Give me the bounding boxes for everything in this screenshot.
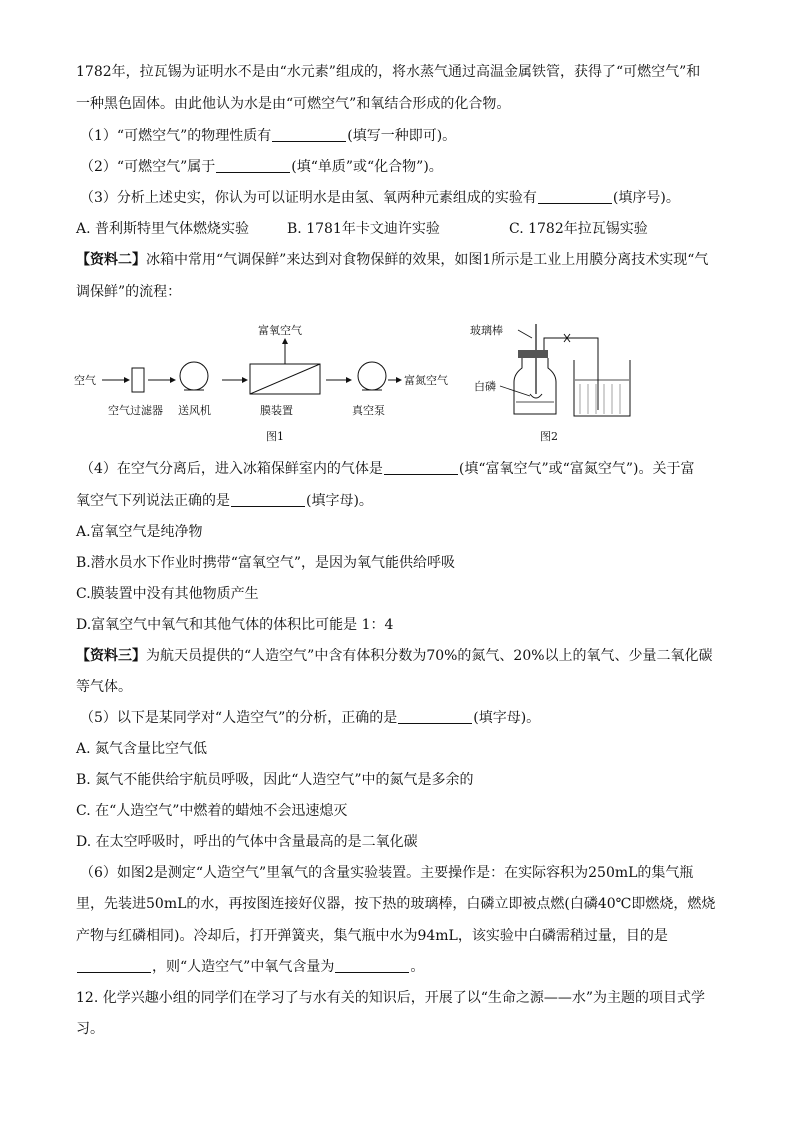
membrane-label: 膜装置 [260,404,293,417]
question-12-line-1: 12. 化学兴趣小组的同学们在学习了与水有关的知识后，开展了以“生命之源——水”为主题的项目式学 [76,990,706,1006]
question-1: （1）“可燃空气”的物理性质有 (填写一种即可)。 [80,128,457,144]
answer-blank[interactable] [216,158,290,173]
oxygen-rich-output-label: 富氧空气 [258,324,302,337]
question-12-line-2: 习。 [76,1021,104,1037]
gas-bottle-shape [514,358,556,414]
figure-2-caption: 图2 [540,430,558,443]
q5-option-a: A. 氮气含量比空气低 [76,741,208,757]
question-4-line-2: 氧空气下列说法正确的是 (填字母)。 [76,493,373,509]
white-phosphorus-label: 白磷 [474,380,496,393]
glass-rod-label: 玻璃棒 [470,324,503,337]
connecting-tube-shape [544,338,598,410]
answer-blank[interactable] [538,189,612,204]
q3-option-c: C. 1782年拉瓦锡实验 [509,221,648,237]
pump-shape [358,362,386,390]
air-input-label: 空气 [74,374,96,387]
nitrogen-rich-output-label: 富氮空气 [404,374,448,387]
answer-blank[interactable] [272,127,346,142]
question-6-line-1: （6）如图2是测定“人造空气”里氧气的含量实验装置。主要操作是：在实际容积为250mL的集气瓶 [80,865,694,881]
q4-option-a: A.富氧空气是纯净物 [76,524,203,540]
stopper-shape [518,350,548,358]
material-2-line-2: 调保鲜”的流程： [76,284,182,300]
pump-label: 真空泵 [352,404,385,417]
q5-option-b: B. 氮气不能供给宇航员呼吸，因此“人造空气”中的氮气是多余的 [76,772,474,788]
answer-blank[interactable] [384,460,458,475]
q3-option-b: B. 1781年卡文迪许实验 [287,221,440,237]
intro-line-1: 1782年，拉瓦锡为证明水不是由“水元素”组成的，将水蒸气通过高温金属铁管，获得了“可燃空气”和 [76,64,701,80]
beaker-shape [574,360,630,416]
filter-shape [132,368,144,392]
question-3: （3）分析上述史实，你认为可以证明水是由氢、氧两种元素组成的实验有 (填序号)。 [80,190,680,206]
intro-line-2: 一种黑色固体。由此他认为水是由“可燃空气”和氧结合形成的化合物。 [76,96,511,112]
question-5: （5）以下是某同学对“人造空气”的分析，正确的是 (填字母)。 [80,710,541,726]
q4-option-c: C.膜装置中没有其他物质产生 [76,586,259,602]
question-6-line-3: 产物与红磷相同)。冷却后，打开弹簧夹，集气瓶中水为94mL，该实验中白磷需稍过量，目的是 [76,928,668,944]
q5-option-c: C. 在“人造空气”中燃着的蜡烛不会迅速熄灭 [76,803,348,819]
blower-shape [180,362,208,390]
q4-option-d: D.富氧空气中氧气和其他气体的体积比可能是 1：4 [76,617,394,633]
question-6-line-2: 里，先装进50mL的水，再按图连接好仪器，按下热的玻璃棒，白磷立即被点燃(白磷40℃即燃烧，燃烧 [76,896,716,912]
material-2-line-1: 【资料二】冰箱中常用“气调保鲜”来达到对食物保鲜的效果，如图1所示是工业上用膜分离技术实现“气 [76,252,709,268]
question-6-line-4: ，则“人造空气”中氧气含量为 。 [76,957,424,977]
question-2: （2）“可燃空气”属于 (填“单质”或“化合物”)。 [80,159,443,175]
blower-label: 送风机 [178,404,211,417]
answer-blank[interactable] [231,492,305,507]
answer-blank[interactable] [398,709,472,724]
q4-option-b: B.潜水员水下作业时携带“富氧空气”，是因为氧气能供给呼吸 [76,555,456,571]
q3-option-a: A. 普利斯特里气体燃烧实验 [76,221,250,237]
q5-option-d: D. 在太空呼吸时，呼出的气体中含量最高的是二氧化碳 [76,834,418,850]
figures-1-2 [70,316,558,448]
figure-diagram [70,316,558,448]
material-3-line-1: 【资料三】为航天员提供的“人造空气”中含有体积分数为70%的氮气、20%以上的氧气、少量二氧化碳 [76,648,713,664]
figure-1-caption: 图1 [266,430,284,443]
answer-blank[interactable] [335,958,409,973]
answer-blank[interactable] [77,958,151,973]
material-3-line-2: 等气体。 [76,679,132,695]
filter-label: 空气过滤器 [108,404,163,417]
question-4-line-1: （4）在空气分离后，进入冰箱保鲜室内的气体是 (填“富氧空气”或“富氮空气”)。关于富 [80,461,695,477]
